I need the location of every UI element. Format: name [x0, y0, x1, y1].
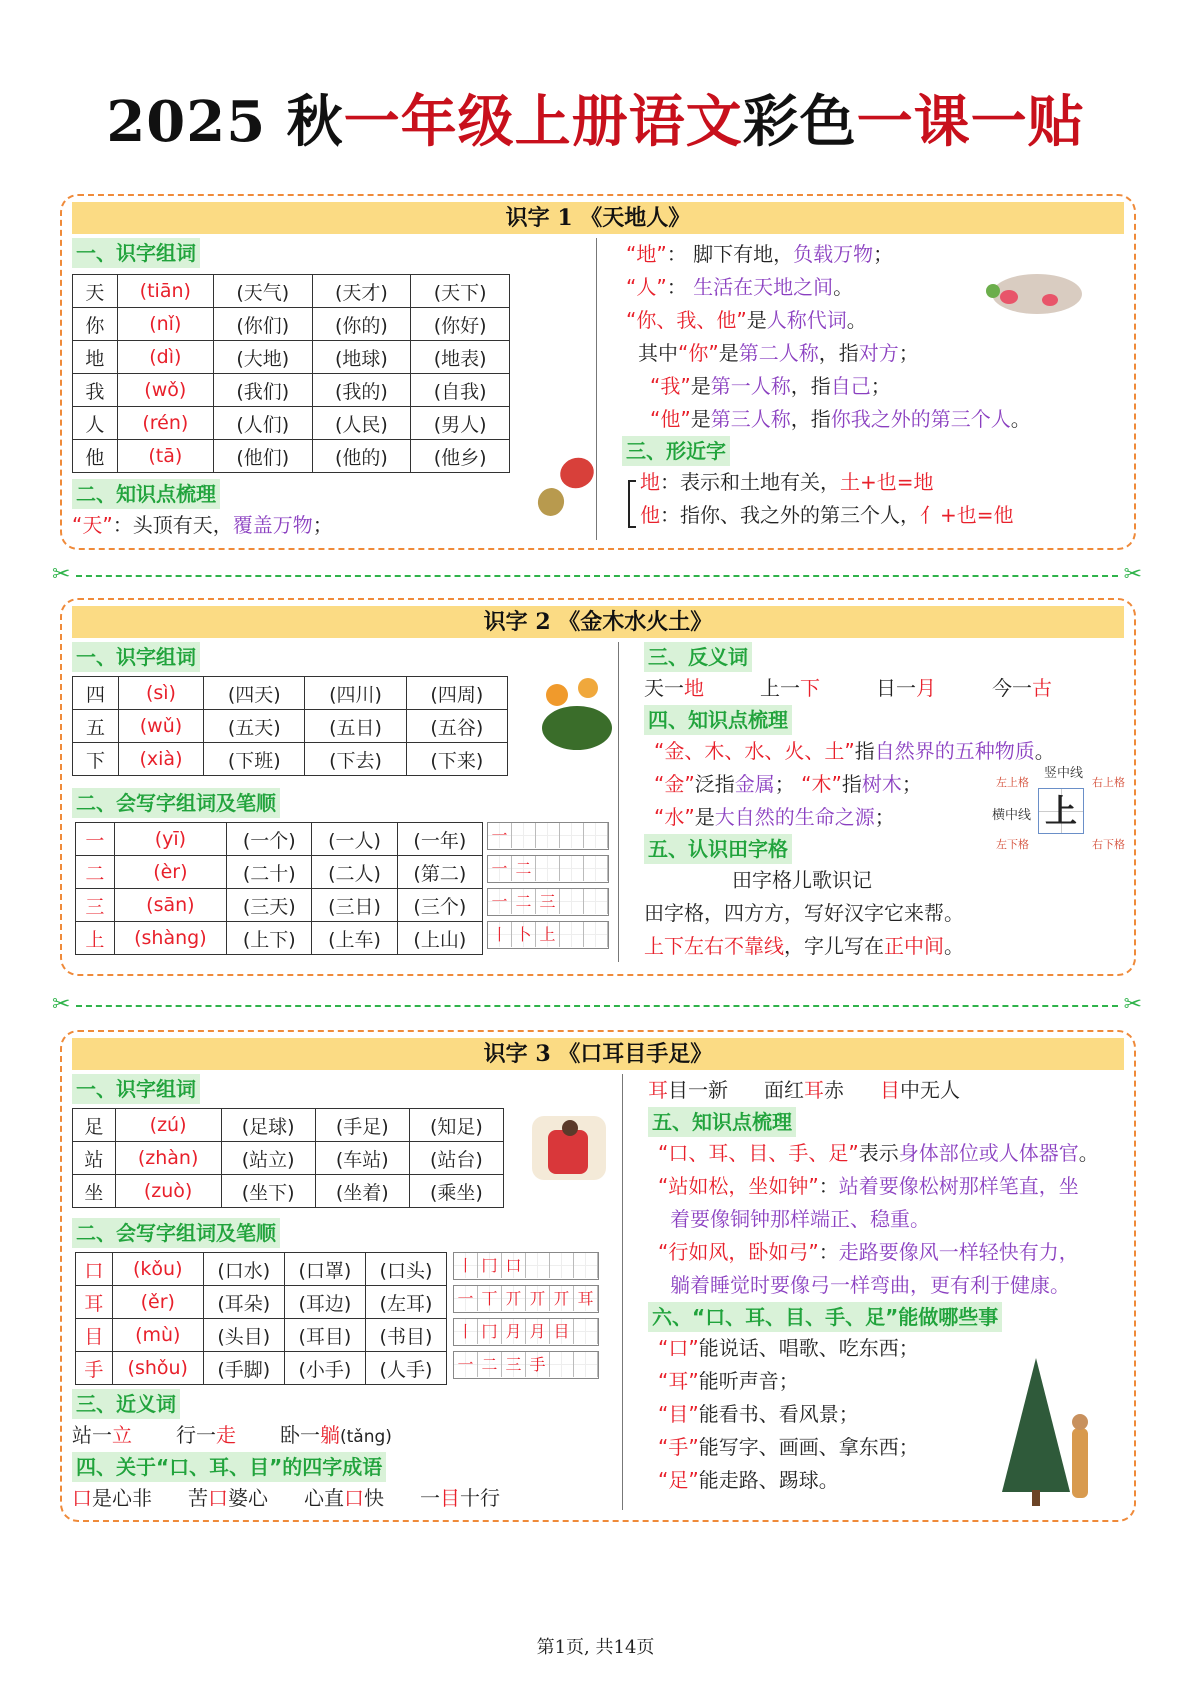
table-row	[76, 1352, 447, 1385]
table-cell: 三	[76, 889, 115, 922]
landscape-illustration	[982, 266, 1092, 316]
list-item: “足”能走路、踢球。	[658, 1468, 839, 1492]
column-divider	[622, 1074, 623, 1510]
lesson1-right: “地”： 脚下有地，负载万物； “人”： 生活在天地之间。 “你、我、他”是人称代词。 其中“你”是第二人称，指对方； “我”是第一人称，指自己； “他”是第三人称，指你我之外的第三个人。 三、形近字 地：表示和土地有关，土+也=地 他：指你、我之外的第三个人，亻+也=他	[626, 238, 1126, 532]
table-row	[73, 275, 510, 308]
table-row	[76, 856, 483, 889]
lesson2-header: 识字 2 《金木水火土》	[72, 606, 1124, 638]
table-cell: (地表)	[411, 341, 510, 374]
table-row	[73, 677, 508, 710]
table-cell: 你	[73, 308, 118, 341]
lesson1-header: 识字 1 《天地人》	[72, 202, 1124, 234]
section-heading: 三、反义词	[644, 642, 752, 672]
scissors-icon: ✂	[52, 992, 71, 1017]
table-row	[73, 341, 510, 374]
table-cell: (车站)	[315, 1142, 409, 1175]
cut-line	[52, 562, 1142, 587]
table-cell: 耳	[76, 1286, 113, 1319]
table-cell: (耳朵)	[203, 1286, 284, 1319]
section-heading: 四、知识点梳理	[644, 705, 792, 735]
table-cell: 一	[76, 823, 115, 856]
table-cell: (dì)	[117, 341, 213, 374]
idiom: 苦口婆心	[188, 1486, 268, 1510]
section-heading: 六、“口、耳、目、手、足”能做哪些事	[648, 1302, 1002, 1332]
table-row	[76, 1253, 447, 1286]
table-cell: 天	[73, 275, 118, 308]
idioms-left	[72, 1482, 632, 1515]
table-cell: (第二)	[397, 856, 482, 889]
table-cell: 人	[73, 407, 118, 440]
table-cell: (大地)	[213, 341, 312, 374]
table-cell: (一人)	[312, 823, 397, 856]
table-cell: (mù)	[112, 1319, 203, 1352]
table-cell: (耳目)	[284, 1319, 365, 1352]
table-row	[73, 1109, 504, 1142]
stroke-order-row: 一	[487, 822, 609, 850]
idiom: 一目十行	[420, 1486, 500, 1510]
table-cell: (三天)	[227, 889, 312, 922]
write-table	[75, 1252, 447, 1385]
table-cell: (五日)	[305, 710, 406, 743]
idiom: 心直口快	[304, 1486, 384, 1510]
lesson2-card: 识字 2 《金木水火土》 一、识字组词 四 (sì) (四天) (四川) (四周) 五 (wǔ) (五天) (五日) (五谷) 下 (xià) (下班) (下去) (下来) 二、会写字组词及笔顺 一 (yī) (一个) (一人) (一年) 二 (èr) (二十) (二人) (第二) 三 (sān) (三天) (三日) (三个) 上 (shàng) (上下) (上车) (上山) 一 一 二 一 二 三 丨 卜 上 三、反义词 天一地 上一下 日一月 今一古 四、知识点梳理 “金、木、水、火、土”指自然界的五种物质。 “金”泛指金属； “木”指树木； “水”是大自然的生命之源； 五、认识田字格 田字格儿歌识记 田字格，四方方，写好汉字它来帮。 上下左右不靠线，字儿写在正中间。 上 竖中线 横中线 左上格 右上格 左下格 右下格	[60, 598, 1136, 976]
table-cell: (人们)	[213, 407, 312, 440]
section-heading: 二、会写字组词及笔顺	[72, 788, 280, 818]
table-cell: (三日)	[312, 889, 397, 922]
table-row	[76, 1286, 447, 1319]
scissors-icon: ✂	[1123, 992, 1142, 1017]
lesson3-right: 耳目一新 面红耳赤 目中无人 五、知识点梳理 “口、耳、目、手、足”表示身体部位或人体器官。 “站如松，坐如钟”：站着要像松树那样笔直，坐 着要像铜钟那样端正、稳重。 “行如风，卧如弓”：走路要像风一样轻快有力， 躺着睡觉时要像弓一样弯曲，更有利于健康。 六、“口、耳、目、手、足”能做哪些事 “口”能说话、唱歌、吃东西； “耳”能听声音； “目”能看书、看风景； “手”能写字、画画、拿东西； “足”能走路、踢球。	[648, 1074, 1128, 1497]
table-cell: (知足)	[409, 1109, 503, 1142]
table-cell: (站台)	[409, 1142, 503, 1175]
table-cell: (zuò)	[115, 1175, 221, 1208]
synonyms	[72, 1419, 632, 1452]
stroke-order-row: 一 二 三 手	[453, 1351, 599, 1379]
table-row	[73, 1142, 504, 1175]
table-cell: (手足)	[315, 1109, 409, 1142]
word-pair: 天一地	[644, 676, 704, 700]
word-pair: 站一立	[72, 1423, 132, 1447]
table-cell: (tiān)	[117, 275, 213, 308]
word-pair: 卧一躺(tǎng)	[280, 1423, 392, 1447]
table-cell: (我的)	[312, 374, 411, 407]
idiom: 目中无人	[880, 1078, 960, 1102]
table-cell: (小手)	[284, 1352, 365, 1385]
tianzige-box: 上	[1038, 788, 1084, 834]
table-cell: (上下)	[227, 922, 312, 955]
table-cell: (天下)	[411, 275, 510, 308]
stroke-order-row: 一 二 三	[487, 888, 609, 916]
table-cell: (自我)	[411, 374, 510, 407]
butterfly-icon	[538, 458, 594, 518]
table-cell: (shǒu)	[112, 1352, 203, 1385]
page-title: 2025 秋一年级上册语文彩色一课一贴	[106, 89, 1085, 155]
table-cell: (他的)	[312, 440, 411, 473]
table-cell: (二人)	[312, 856, 397, 889]
table-cell: (四周)	[406, 677, 507, 710]
table-cell: (一个)	[227, 823, 312, 856]
table-cell: (下去)	[305, 743, 406, 776]
table-cell: 他	[73, 440, 118, 473]
idiom: 面红耳赤	[764, 1078, 844, 1102]
table-cell: (天气)	[213, 275, 312, 308]
table-cell: 足	[73, 1109, 116, 1142]
table-row	[73, 710, 508, 743]
table-row	[76, 823, 483, 856]
table-cell: (èr)	[114, 856, 226, 889]
table-cell: (sān)	[114, 889, 226, 922]
table-cell: (上山)	[397, 922, 482, 955]
table-cell: 下	[73, 743, 119, 776]
table-cell: 坐	[73, 1175, 116, 1208]
section-heading: 二、知识点梳理	[72, 479, 220, 509]
table-cell: (书目)	[365, 1319, 446, 1352]
table-cell: 口	[76, 1253, 113, 1286]
table-cell: (站立)	[221, 1142, 315, 1175]
flower-illustration	[532, 676, 618, 756]
table-cell: (shàng)	[114, 922, 226, 955]
table-cell: (天才)	[312, 275, 411, 308]
table-cell: (你好)	[411, 308, 510, 341]
stroke-order-grids	[453, 1252, 599, 1385]
antonyms	[644, 672, 1124, 705]
table-cell: (nǐ)	[117, 308, 213, 341]
table-cell: (你的)	[312, 308, 411, 341]
table-cell: (人民)	[312, 407, 411, 440]
table-cell: (五谷)	[406, 710, 507, 743]
table-cell: 四	[73, 677, 119, 710]
cut-line	[52, 992, 1142, 1017]
scissors-icon: ✂	[1123, 562, 1142, 587]
list-item: “手”能写字、画画、拿东西；	[658, 1435, 919, 1459]
lesson1-left	[72, 238, 592, 542]
scissors-icon: ✂	[52, 562, 71, 587]
table-cell: 目	[76, 1319, 113, 1352]
table-cell: (足球)	[221, 1109, 315, 1142]
table-cell: (左耳)	[365, 1286, 446, 1319]
table-cell: (ěr)	[112, 1286, 203, 1319]
table-cell: (四天)	[204, 677, 305, 710]
stroke-order-row: 丨 冂 月 月 目	[453, 1318, 599, 1346]
page-number: 第1页, 共14页	[536, 1637, 655, 1658]
section-heading: 四、关于“口、耳、目”的四字成语	[72, 1452, 386, 1482]
section-heading: 五、认识田字格	[644, 834, 792, 864]
table-row	[73, 374, 510, 407]
bracket	[628, 480, 636, 528]
table-cell: (tā)	[117, 440, 213, 473]
lesson2-left	[72, 642, 612, 955]
table-cell: (男人)	[411, 407, 510, 440]
table-cell: (坐下)	[221, 1175, 315, 1208]
table-cell: (坐着)	[315, 1175, 409, 1208]
table-row	[73, 440, 510, 473]
table-cell: (他们)	[213, 440, 312, 473]
table-cell: (口水)	[203, 1253, 284, 1286]
reading-girl-illustration	[532, 1116, 606, 1180]
table-cell: (地球)	[312, 341, 411, 374]
table-cell: (你们)	[213, 308, 312, 341]
table-cell: (kǒu)	[112, 1253, 203, 1286]
table-cell: (耳边)	[284, 1286, 365, 1319]
column-divider	[618, 642, 619, 962]
word-pair: 上一下	[760, 676, 820, 700]
idiom: 口是心非	[72, 1486, 152, 1510]
table-cell: (头目)	[203, 1319, 284, 1352]
word-pair: 日一月	[876, 676, 936, 700]
word-pair: 今一古	[992, 676, 1052, 700]
section-heading: 三、近义词	[72, 1389, 180, 1419]
table-cell: (sì)	[118, 677, 203, 710]
word-table	[72, 676, 508, 776]
table-cell: 上	[76, 922, 115, 955]
table-row	[76, 922, 483, 955]
tian-note: “天”：头顶有天，覆盖万物；	[72, 513, 333, 537]
table-cell: (下来)	[406, 743, 507, 776]
table-row	[76, 1319, 447, 1352]
section-heading: 一、识字组词	[72, 642, 200, 672]
word-table	[72, 274, 510, 473]
section-heading: 三、形近字	[622, 436, 730, 466]
table-cell: (wǔ)	[118, 710, 203, 743]
word-pair: 行一走	[176, 1423, 236, 1447]
table-cell: 五	[73, 710, 119, 743]
table-cell: 我	[73, 374, 118, 407]
table-cell: (wǒ)	[117, 374, 213, 407]
table-cell: (下班)	[204, 743, 305, 776]
tree-illustration	[1002, 1358, 1092, 1508]
stroke-order-grids	[487, 822, 609, 955]
table-cell: (四川)	[305, 677, 406, 710]
lesson1-card	[60, 194, 1136, 550]
table-cell: (rén)	[117, 407, 213, 440]
idioms-right	[648, 1074, 1128, 1107]
word-table	[72, 1108, 504, 1208]
table-cell: 手	[76, 1352, 113, 1385]
table-cell: (xià)	[118, 743, 203, 776]
table-cell: (口罩)	[284, 1253, 365, 1286]
section-heading: 一、识字组词	[72, 238, 200, 268]
table-cell: (一年)	[397, 823, 482, 856]
table-row	[73, 308, 510, 341]
lesson3-header: 识字 3 《口耳目手足》	[72, 1038, 1124, 1070]
list-item: “耳”能听声音；	[658, 1369, 799, 1393]
lesson3-card	[60, 1030, 1136, 1522]
table-cell: (人手)	[365, 1352, 446, 1385]
table-cell: 站	[73, 1142, 116, 1175]
table-row	[73, 407, 510, 440]
section-heading: 一、识字组词	[72, 1074, 200, 1104]
table-cell: (zhàn)	[115, 1142, 221, 1175]
stroke-order-row: 丨 冂 口	[453, 1252, 599, 1280]
section-heading: 二、会写字组词及笔顺	[72, 1218, 280, 1248]
table-cell: (乘坐)	[409, 1175, 503, 1208]
stroke-order-row: 丨 卜 上	[487, 921, 609, 949]
idiom: 耳目一新	[648, 1078, 728, 1102]
table-cell: 二	[76, 856, 115, 889]
table-cell: (手脚)	[203, 1352, 284, 1385]
column-divider	[596, 238, 597, 540]
table-cell: (yī)	[114, 823, 226, 856]
table-cell: (我们)	[213, 374, 312, 407]
table-cell: (他乡)	[411, 440, 510, 473]
write-table	[75, 822, 483, 955]
table-cell: (上车)	[312, 922, 397, 955]
table-cell: (口头)	[365, 1253, 446, 1286]
section-heading: 五、知识点梳理	[648, 1107, 796, 1137]
list-item: “目”能看书、看风景；	[658, 1402, 859, 1426]
table-cell: (五天)	[204, 710, 305, 743]
stroke-order-row: 一 二	[487, 855, 609, 883]
table-row	[73, 743, 508, 776]
table-cell: (zú)	[115, 1109, 221, 1142]
table-cell: 地	[73, 341, 118, 374]
list-item: “口”能说话、唱歌、吃东西；	[658, 1336, 919, 1360]
table-cell: (二十)	[227, 856, 312, 889]
stroke-order-row: 一 丅 丌 丌 丌 耳	[453, 1285, 599, 1313]
table-cell: (三个)	[397, 889, 482, 922]
table-row	[76, 889, 483, 922]
lesson2-right: 三、反义词 天一地 上一下 日一月 今一古 四、知识点梳理 “金、木、水、火、土”指自然界的五种物质。 “金”泛指金属； “木”指树木； “水”是大自然的生命之源； 五、认识田字格 田字格儿歌识记 田字格，四方方，写好汉字它来帮。 上下左右不靠线，字儿写在正中间。	[644, 642, 1124, 963]
table-row	[73, 1175, 504, 1208]
